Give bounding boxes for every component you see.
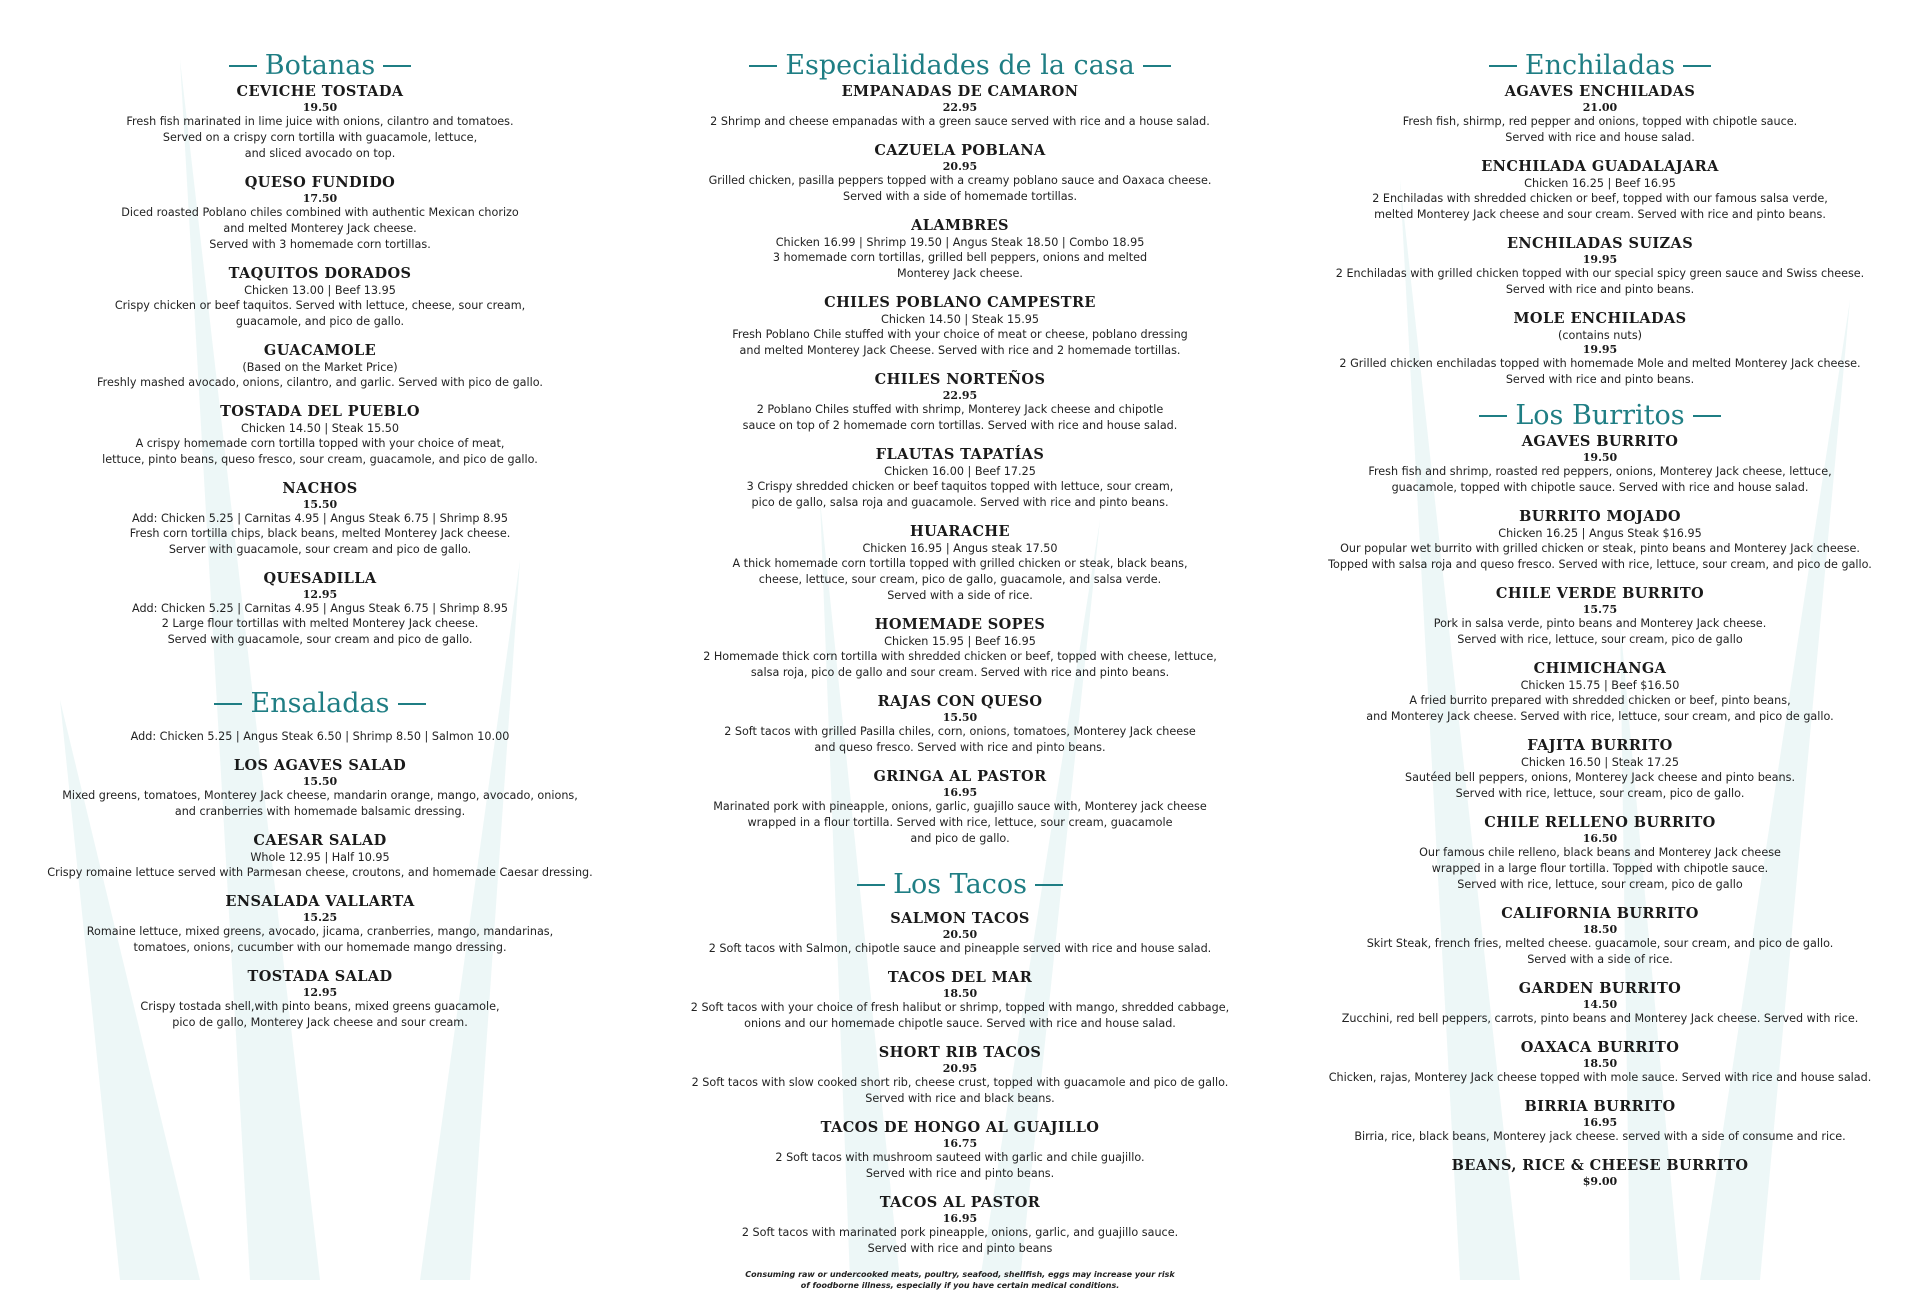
menu-item-name: CHILES NORTEÑOS <box>874 371 1046 388</box>
menu-item-name: QUESO FUNDIDO <box>244 174 396 191</box>
menu-item <box>640 294 1280 359</box>
section-title-text: Los Burritos <box>1515 400 1685 431</box>
menu-item-name: AGAVES BURRITO <box>1521 433 1679 450</box>
menu-item-name: CAESAR SALAD <box>253 832 387 849</box>
menu-item-options: Chicken 16.50 | Steak 17.25 <box>1521 756 1679 769</box>
food-safety-note: Consuming raw or undercooked meats, poultry, seafood, shellfish, eggs may increase your risk of foodborne illness, especially if you have certain medical conditions. <box>745 1270 1175 1290</box>
menu-item-options: Chicken 16.00 | Beef 17.25 <box>884 465 1036 478</box>
menu-item-options: Chicken 14.50 | Steak 15.50 <box>241 422 399 435</box>
menu-item <box>0 83 640 162</box>
menu-item-description: Marinated pork with pineapple, onions, garlic, guajillo sauce with, Monterey jack cheese wrapped in a flour tortilla. Served with rice, lettuce, sour cream, guacamole and pico de gallo. <box>713 800 1207 845</box>
menu-item-price: 22.95 <box>942 101 978 114</box>
menu-item <box>640 142 1280 205</box>
menu-item-name: HOMEMADE SOPES <box>874 616 1046 633</box>
botanas-list <box>0 83 640 648</box>
menu-item-description: Grilled chicken, pasilla peppers topped with a creamy poblano sauce and Oaxaca cheese. Served with a side of homemade tortillas. <box>708 174 1212 203</box>
title-dash <box>214 703 242 705</box>
menu-item-description: Romaine lettuce, mixed greens, avocado, jicama, cranberries, mango, mandarinas, tomatoes, onions, cucumber with our homemade mango dressing. <box>86 925 554 954</box>
menu-item-price: 19.95 <box>1582 343 1618 356</box>
menu-item-name: TOSTADA SALAD <box>247 968 393 985</box>
menu-item-price: 20.95 <box>942 1062 978 1075</box>
menu-item-options: Chicken 16.99 | Shrimp 19.50 | Angus Steak 18.50 | Combo 18.95 <box>775 236 1145 249</box>
menu-item-options: Add: Chicken 5.25 | Carnitas 4.95 | Angus Steak 6.75 | Shrimp 8.95 <box>132 512 508 525</box>
menu-item-description: 3 Crispy shredded chicken or beef taquitos topped with lettuce, sour cream, pico de gallo, salsa roja and guacamole. Served with rice and pinto beans. <box>746 480 1174 509</box>
menu-item <box>640 523 1280 604</box>
menu-item <box>1280 508 1920 573</box>
menu-item-description: 2 Soft tacos with slow cooked short rib, cheese crust, topped with guacamole and pico de gallo. Served with rice and black beans. <box>691 1076 1229 1105</box>
menu-item-description: Birria, rice, black beans, Monterey jack cheese. served with a side of consume and rice. <box>1354 1130 1846 1143</box>
menu-item-price: 21.00 <box>1582 101 1618 114</box>
menu-item <box>1280 235 1920 298</box>
menu-item-price: 16.75 <box>942 1137 978 1150</box>
menu-item-price: 16.95 <box>1582 1116 1618 1129</box>
menu-item-price: 12.95 <box>302 588 338 601</box>
menu-item-price: 16.50 <box>1582 832 1618 845</box>
menu-item-description: 2 Shrimp and cheese empanadas with a green sauce served with rice and a house salad. <box>710 115 1210 128</box>
menu-item-name: QUESADILLA <box>263 570 377 587</box>
menu-item-description: Our popular wet burrito with grilled chicken or steak, pinto beans and Monterey Jack cheese. Topped with salsa roja and queso fresco. Served with rice, lettuce, sour cream, and pico de gallo. <box>1328 542 1872 571</box>
ensaladas-list <box>0 757 640 1031</box>
section-title-especialidades <box>640 50 1280 81</box>
menu-item <box>1280 905 1920 968</box>
menu-item-name: BEANS, RICE & CHEESE BURRITO <box>1451 1157 1749 1174</box>
menu-item-description: Fresh Poblano Chile stuffed with your choice of meat or cheese, poblano dressing and melted Monterey Jack Cheese. Served with rice and 2 homemade tortillas. <box>732 328 1188 357</box>
menu-item-description: Fresh fish marinated in lime juice with onions, cilantro and tomatoes. Served on a crispy corn tortilla with guacamole, lettuce, and sliced avocado on top. <box>126 115 514 160</box>
menu-item-options: Chicken 14.50 | Steak 15.95 <box>881 313 1039 326</box>
menu-item-price: 18.50 <box>1582 923 1618 936</box>
menu-item-options: Chicken 16.25 | Angus Steak $16.95 <box>1498 527 1702 540</box>
menu-item-options: Chicken 15.95 | Beef 16.95 <box>884 635 1036 648</box>
menu-item-price: 22.95 <box>942 389 978 402</box>
section-title-ensaladas <box>0 688 640 719</box>
menu-item-description: Skirt Steak, french fries, melted cheese. guacamole, sour cream, and pico de gallo. Served with a side of rice. <box>1366 937 1834 966</box>
menu-item-options: Chicken 16.25 | Beef 16.95 <box>1524 177 1676 190</box>
menu-item-description: A crispy homemade corn tortilla topped with your choice of meat, lettuce, pinto beans, queso fresco, sour cream, guacamole, and pico de gallo. <box>102 437 538 466</box>
menu-item <box>0 893 640 956</box>
menu-item-name: SALMON TACOS <box>890 910 1030 927</box>
menu-item <box>0 342 640 391</box>
menu-item-options: Add: Chicken 5.25 | Carnitas 4.95 | Angus Steak 6.75 | Shrimp 8.95 <box>132 602 508 615</box>
menu-item <box>1280 433 1920 496</box>
menu-item-description: 2 Grilled chicken enchiladas topped with homemade Mole and melted Monterey Jack cheese. Served with rice and pinto beans. <box>1339 357 1861 386</box>
title-dash <box>398 703 426 705</box>
menu-item <box>640 83 1280 130</box>
menu-item-description: Diced roasted Poblano chiles combined with authentic Mexican chorizo and melted Monterey Jack cheese. Served with 3 homemade corn tortillas. <box>121 206 519 251</box>
menu-item-price: $9.00 <box>1582 1175 1618 1188</box>
menu-item-description: 2 Enchiladas with grilled chicken topped with our special spicy green sauce and Swiss cheese. Served with rice and pinto beans. <box>1335 267 1865 296</box>
menu-item <box>0 570 640 648</box>
menu-item-name: LOS AGAVES SALAD <box>233 757 407 774</box>
menu-item-name: RAJAS CON QUESO <box>877 693 1043 710</box>
menu-item <box>640 446 1280 511</box>
menu-item-description: 2 Soft tacos with grilled Pasilla chiles, corn, onions, tomatoes, Monterey Jack cheese and queso fresco. Served with rice and pinto beans. <box>724 725 1196 754</box>
section-title-text: Ensaladas <box>250 688 390 719</box>
menu-item-description: Crispy romaine lettuce served with Parmesan cheese, croutons, and homemade Caesar dressing. <box>47 866 593 879</box>
menu-item-description: 2 Soft tacos with Salmon, chipotle sauce and pineapple served with rice and house salad. <box>708 942 1212 955</box>
menu-item <box>640 1194 1280 1257</box>
tacos-list <box>640 910 1280 1257</box>
menu-item-name: FAJITA BURRITO <box>1527 737 1673 754</box>
menu-item-description: 2 Large flour tortillas with melted Monterey Jack cheese. Served with guacamole, sour cream and pico de gallo. <box>161 617 479 646</box>
menu-item-description: Zucchini, red bell peppers, carrots, pinto beans and Monterey Jack cheese. Served with rice. <box>1341 1012 1859 1025</box>
menu-item <box>1280 660 1920 725</box>
menu-item-price: 15.75 <box>1582 603 1618 616</box>
menu-item <box>1280 1157 1920 1188</box>
menu-item <box>640 969 1280 1032</box>
menu-item-description: A fried burrito prepared with shredded chicken or beef, pinto beans, and Monterey Jack cheese. Served with rice, lettuce, sour cream, and pico de gallo. <box>1366 694 1834 723</box>
menu-item-options: (contains nuts) <box>1557 329 1643 342</box>
menu-item <box>640 371 1280 434</box>
menu-item-options: Chicken 16.95 | Angus steak 17.50 <box>862 542 1058 555</box>
menu-item-options: Chicken 13.00 | Beef 13.95 <box>244 284 396 297</box>
menu-item <box>1280 83 1920 146</box>
column-right <box>1280 50 1920 1200</box>
menu-item-name: AGAVES ENCHILADAS <box>1504 83 1696 100</box>
menu-item <box>1280 1039 1920 1086</box>
menu-item-name: MOLE ENCHILADAS <box>1513 310 1687 327</box>
menu-item <box>0 480 640 558</box>
title-dash <box>1479 415 1507 417</box>
menu-item-price: 15.25 <box>302 911 338 924</box>
menu-item-description: 2 Soft tacos with mushroom sauteed with garlic and chile guajillo. Served with rice and pinto beans. <box>775 1151 1145 1180</box>
menu-item-price: 20.50 <box>942 928 978 941</box>
menu-item-price: 15.50 <box>302 498 338 511</box>
menu-item-price: 16.95 <box>942 786 978 799</box>
menu-item-price: 12.95 <box>302 986 338 999</box>
section-title-enchiladas <box>1280 50 1920 81</box>
title-dash <box>383 65 411 67</box>
menu-item <box>0 757 640 820</box>
menu-item-description: 2 Soft tacos with your choice of fresh halibut or shrimp, topped with mango, shredded cabbage, onions and our homemade chipotle sauce. Served with rice and house salad. <box>690 1001 1230 1030</box>
menu-item-name: CEVICHE TOSTADA <box>236 83 404 100</box>
menu-item-description: A thick homemade corn tortilla topped with grilled chicken or steak, black beans, cheese, lettuce, sour cream, pico de gallo, guacamole, and salsa verde. Served with a side of rice. <box>732 557 1188 602</box>
menu-item-price: 18.50 <box>1582 1057 1618 1070</box>
title-dash <box>1693 415 1721 417</box>
menu-item-name: EMPANADAS DE CAMARON <box>841 83 1079 100</box>
menu-item-description: Mixed greens, tomatoes, Monterey Jack cheese, mandarin orange, mango, avocado, onions, and cranberries with homemade balsamic dressing. <box>62 789 578 818</box>
menu-item <box>0 832 640 881</box>
menu-item-name: GARDEN BURRITO <box>1518 980 1682 997</box>
column-center <box>640 50 1280 1291</box>
menu-item-price: 18.50 <box>942 987 978 1000</box>
menu-item-description: Fresh corn tortilla chips, black beans, melted Monterey Jack cheese. Server with guacamole, sour cream and pico de gallo. <box>129 527 511 556</box>
menu-item-name: GRINGA AL PASTOR <box>873 768 1047 785</box>
menu-item-options: Chicken 15.75 | Beef $16.50 <box>1520 679 1680 692</box>
especialidades-list <box>640 83 1280 847</box>
menu-item-price: 15.50 <box>942 711 978 724</box>
menu-item-description: 2 Soft tacos with marinated pork pineapple, onions, garlic, and guajillo sauce. Served with rice and pinto beans <box>741 1226 1179 1255</box>
menu-item-description: 3 homemade corn tortillas, grilled bell peppers, onions and melted Monterey Jack cheese. <box>772 251 1148 280</box>
section-title-text: Botanas <box>264 50 376 81</box>
menu-item-name: ENSALADA VALLARTA <box>225 893 415 910</box>
menu-item-description: 2 Homemade thick corn tortilla with shredded chicken or beef, topped with cheese, lettuce, salsa roja, pico de gallo and sour cream. Served with rice and pinto beans. <box>703 650 1217 679</box>
menu-item-name: TACOS DEL MAR <box>887 969 1033 986</box>
menu-item <box>640 1044 1280 1107</box>
menu-item <box>640 1119 1280 1182</box>
menu-item-name: ALAMBRES <box>911 217 1009 234</box>
menu-item-name: TACOS DE HONGO AL GUAJILLO <box>820 1119 1100 1136</box>
column-left <box>0 50 640 1043</box>
menu-item-name: SHORT RIB TACOS <box>878 1044 1042 1061</box>
menu-item-description: Fresh fish, shirmp, red pepper and onions, topped with chipotle sauce. Served with rice and house salad. <box>1402 115 1798 144</box>
ensaladas-add-line: Add: Chicken 5.25 | Angus Steak 6.50 | Shrimp 8.50 | Salmon 10.00 <box>130 730 510 743</box>
menu-item-price: 16.95 <box>942 1212 978 1225</box>
menu-item-options: (Based on the Market Price) <box>242 361 398 374</box>
menu-item <box>1280 158 1920 223</box>
menu-item <box>640 693 1280 756</box>
menu-item-description: Freshly mashed avocado, onions, cilantro, and garlic. Served with pico de gallo. <box>97 376 543 389</box>
title-dash <box>857 884 885 886</box>
menu-item <box>1280 585 1920 648</box>
menu-item-options: Whole 12.95 | Half 10.95 <box>250 851 390 864</box>
menu-item-name: ENCHILADA GUADALAJARA <box>1481 158 1719 175</box>
menu-item-price: 17.50 <box>302 192 338 205</box>
menu-item-price: 14.50 <box>1582 998 1618 1011</box>
menu-item <box>640 768 1280 847</box>
section-title-text: Especialidades de la casa <box>785 50 1135 81</box>
menu-item-description: Crispy chicken or beef taquitos. Served with lettuce, cheese, sour cream, guacamole, and pico de gallo. <box>114 299 526 328</box>
menu-item-description: 2 Poblano Chiles stuffed with shrimp, Monterey Jack cheese and chipotle sauce on top of 2 homemade corn tortillas. Served with rice and house salad. <box>742 403 1178 432</box>
enchiladas-list <box>1280 83 1920 388</box>
menu-item <box>1280 980 1920 1027</box>
title-dash <box>1035 884 1063 886</box>
menu-item-name: OAXACA BURRITO <box>1520 1039 1680 1056</box>
menu-item-name: GUACAMOLE <box>263 342 377 359</box>
section-title-botanas <box>0 50 640 81</box>
menu-item-description: 2 Enchiladas with shredded chicken or beef, topped with our famous salsa verde, melted Monterey Jack cheese and sour cream. Served with rice and pinto beans. <box>1372 192 1828 221</box>
menu-item-name: CHILE VERDE BURRITO <box>1495 585 1705 602</box>
menu-item-name: BURRITO MOJADO <box>1519 508 1681 525</box>
menu-item-description: Crispy tostada shell,with pinto beans, mixed greens guacamole, pico de gallo, Monterey Jack cheese and sour cream. <box>140 1000 500 1029</box>
menu-item-price: 19.50 <box>1582 451 1618 464</box>
menu-item-name: TACOS AL PASTOR <box>879 1194 1041 1211</box>
menu-item-description: Sautéed bell peppers, onions, Monterey Jack cheese and pinto beans. Served with rice, lettuce, sour cream, pico de gallo. <box>1404 771 1796 800</box>
menu-item-price: 20.95 <box>942 160 978 173</box>
menu-item <box>0 174 640 253</box>
menu-item-name: ENCHILADAS SUIZAS <box>1506 235 1694 252</box>
menu-item <box>640 616 1280 681</box>
menu-item-price: 19.50 <box>302 101 338 114</box>
title-dash <box>1489 65 1517 67</box>
menu-item <box>1280 814 1920 893</box>
menu-item <box>1280 737 1920 802</box>
menu-item-name: TOSTADA DEL PUEBLO <box>220 403 420 420</box>
section-title-burritos <box>1280 400 1920 431</box>
menu-item-name: CALIFORNIA BURRITO <box>1501 905 1699 922</box>
title-dash <box>229 65 257 67</box>
title-dash <box>749 65 777 67</box>
menu-item-name: CHIMICHANGA <box>1533 660 1667 677</box>
menu-item <box>640 217 1280 282</box>
menu-item-description: Chicken, rajas, Monterey Jack cheese topped with mole sauce. Served with rice and house salad. <box>1328 1071 1872 1084</box>
menu-item-name: CHILES POBLANO CAMPESTRE <box>824 294 1096 311</box>
menu-item-name: CHILE RELLENO BURRITO <box>1484 814 1716 831</box>
menu-item-name: NACHOS <box>282 480 358 497</box>
menu-item-name: TAQUITOS DORADOS <box>228 265 412 282</box>
menu-item <box>0 403 640 468</box>
menu-item-price: 15.50 <box>302 775 338 788</box>
menu-item-name: CAZUELA POBLANA <box>874 142 1046 159</box>
menu-item-name: BIRRIA BURRITO <box>1524 1098 1676 1115</box>
menu-item <box>1280 310 1920 388</box>
section-title-text: Enchiladas <box>1524 50 1676 81</box>
menu-item-description: Fresh fish and shrimp, roasted red peppers, onions, Monterey Jack cheese, lettuce, guacamole, topped with chipotle sauce. Served with rice and house salad. <box>1368 465 1832 494</box>
menu-item-price: 19.95 <box>1582 253 1618 266</box>
menu-item-description: Pork in salsa verde, pinto beans and Monterey Jack cheese. Served with rice, lettuce, sour cream, pico de gallo <box>1433 617 1767 646</box>
section-title-tacos <box>640 869 1280 900</box>
menu-item-description: Our famous chile relleno, black beans and Monterey Jack cheese wrapped in a large flour tortilla. Topped with chipotle sauce. Served with rice, lettuce, sour cream, pico de gallo <box>1419 846 1781 891</box>
menu-item-name: HUARACHE <box>910 523 1010 540</box>
menu-item <box>0 265 640 330</box>
menu-item <box>0 968 640 1031</box>
title-dash <box>1143 65 1171 67</box>
menu-item-name: FLAUTAS TAPATÍAS <box>875 446 1045 463</box>
menu-item <box>640 910 1280 957</box>
burritos-list <box>1280 433 1920 1188</box>
section-title-text: Los Tacos <box>893 869 1027 900</box>
title-dash <box>1683 65 1711 67</box>
menu-item <box>1280 1098 1920 1145</box>
